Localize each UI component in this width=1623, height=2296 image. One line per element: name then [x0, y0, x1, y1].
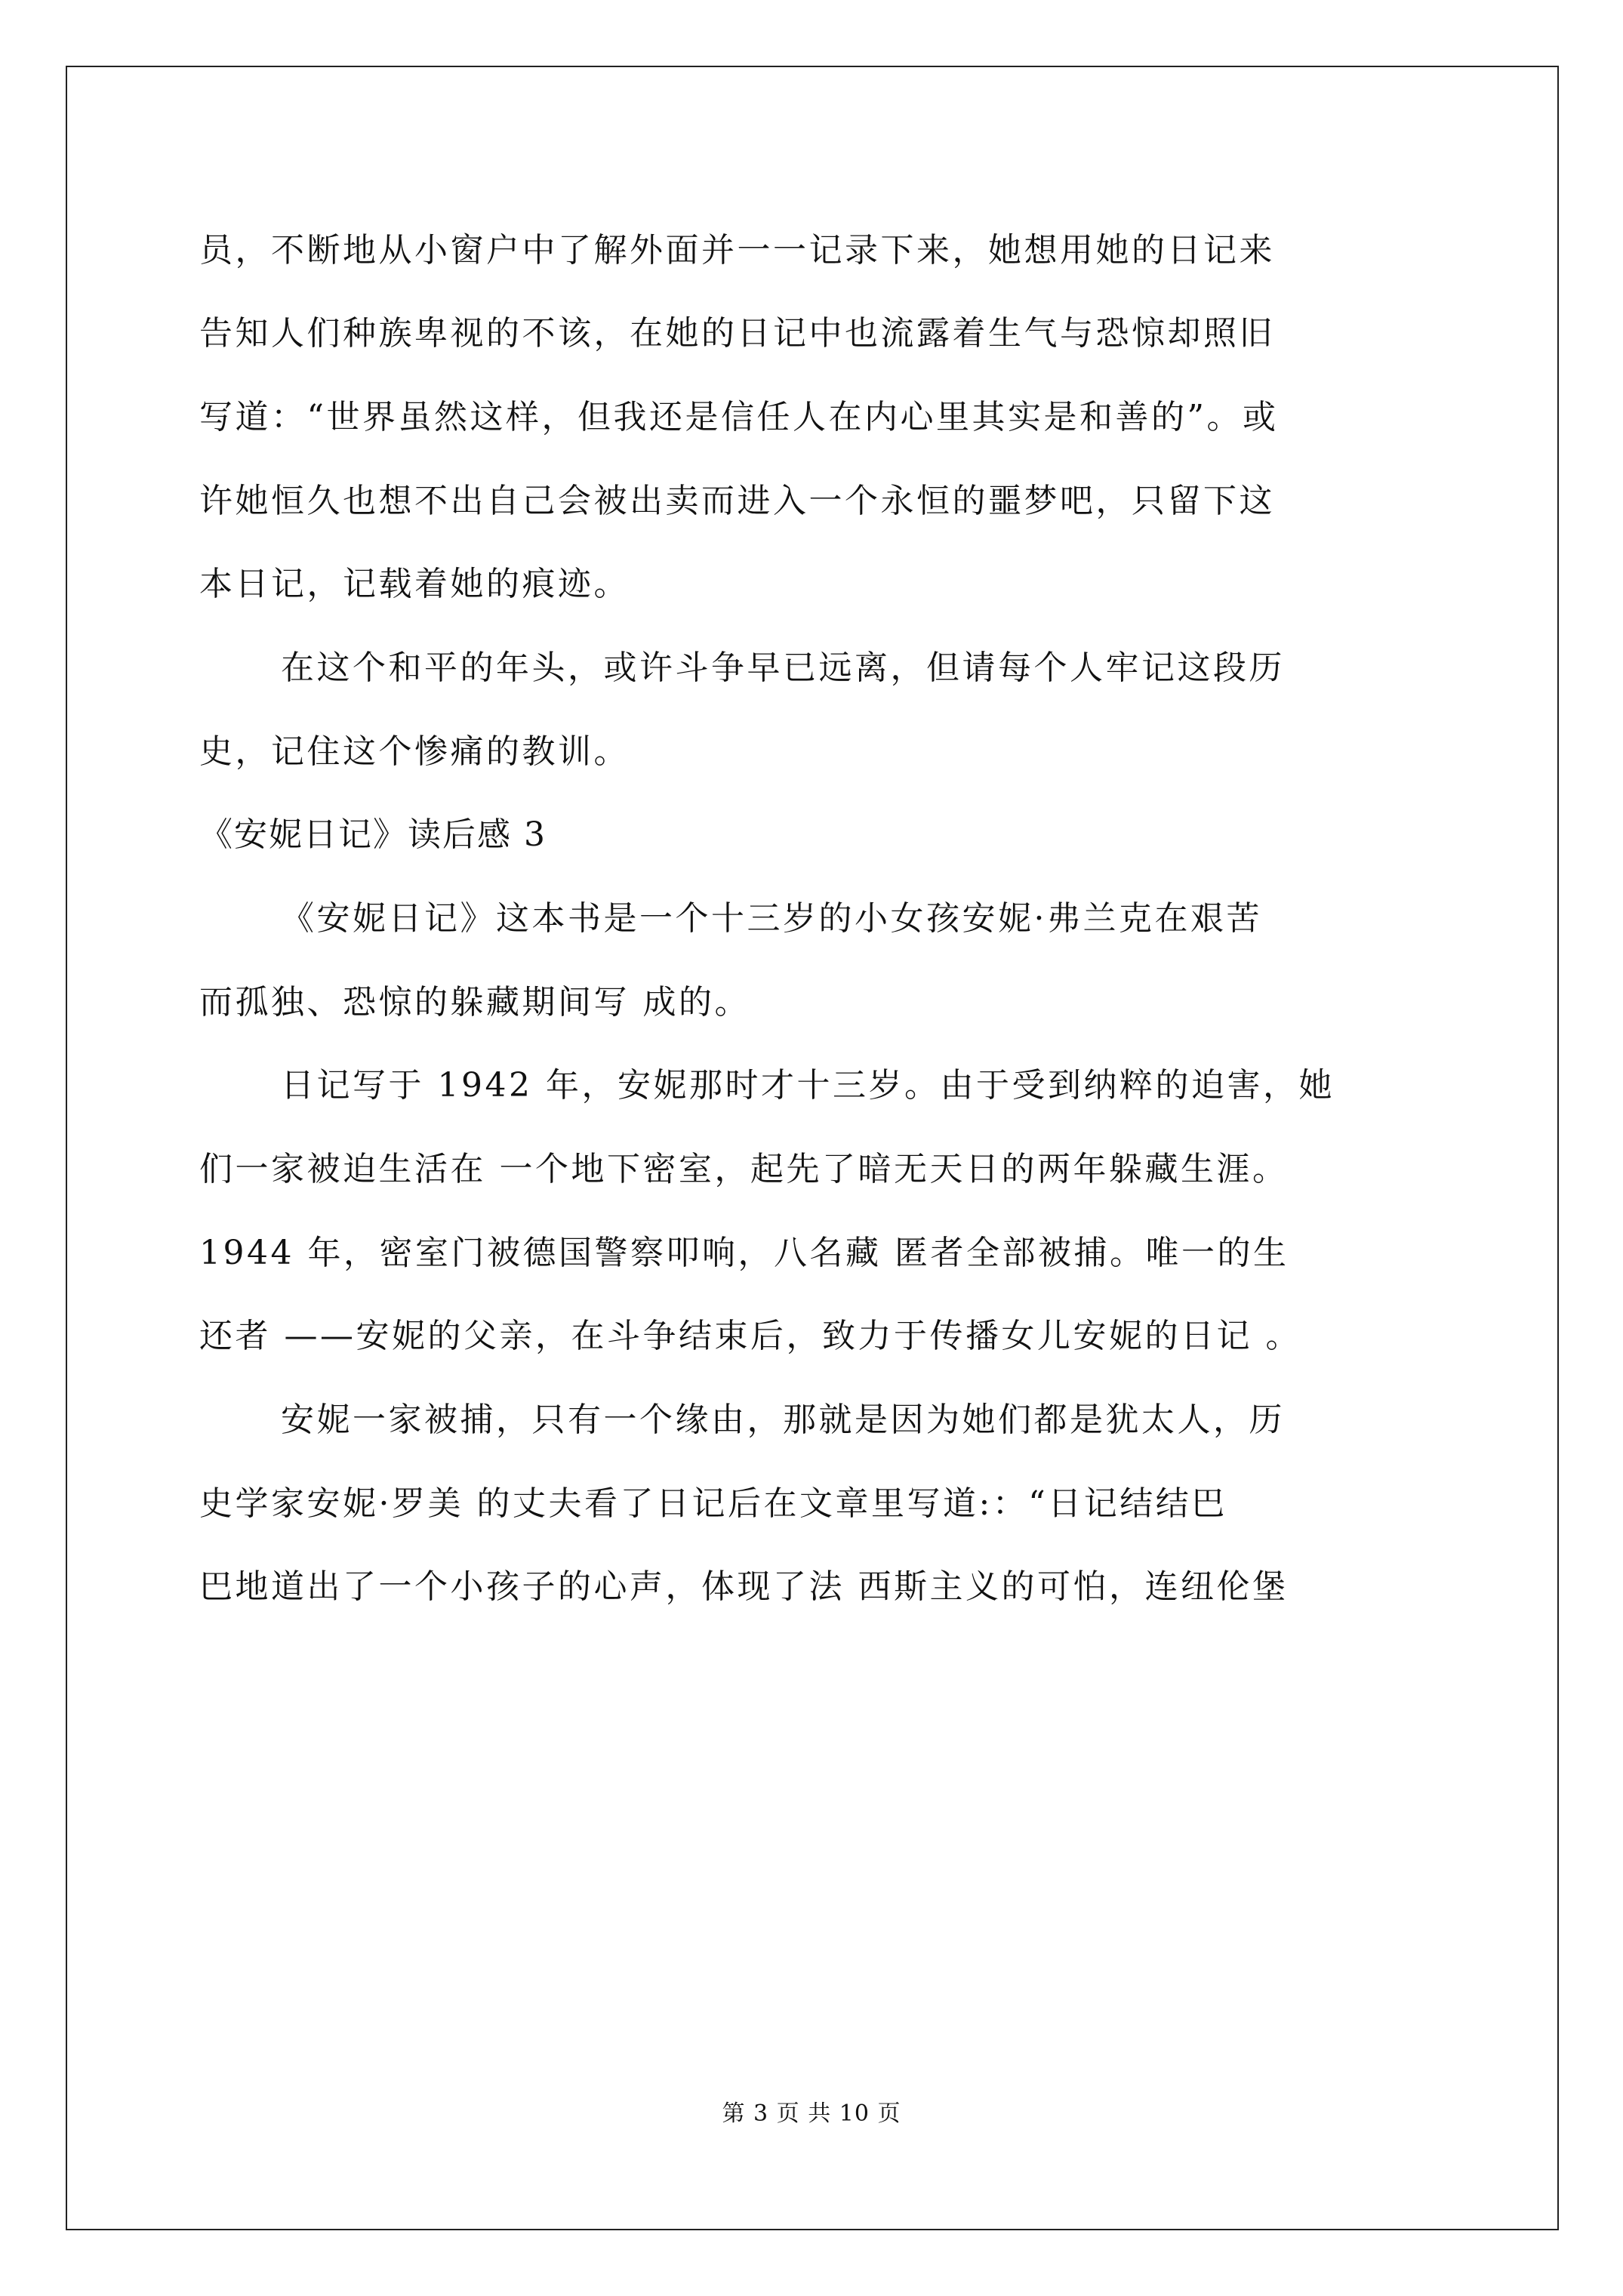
text-line: 员，不断地从小窗户中了解外面并一一记录下来，她想用她的日记来 [199, 231, 1275, 270]
text-line: 1944 年，密室门被德国警察叩响，八名藏 匿者全部被捕。唯一的生 [199, 1234, 1289, 1272]
page-footer: 第 3 页 共 10 页 [722, 2100, 901, 2127]
text-line: 史，记住这个惨痛的教训。 [199, 732, 630, 771]
text-line: 史学家安妮·罗美 的丈夫看了日记后在文章里写道:：“日记结结巴 [199, 1484, 1227, 1523]
text-line: 日记写于 1942 年，安妮那时才十三岁。由于受到纳粹的迫害，她 [281, 1066, 1335, 1105]
text-line: 告知人们种族卑视的不该，在她的日记中也流露着生气与恐惊却照旧 [199, 314, 1275, 353]
text-line: 《安妮日记》这本书是一个十三岁的小女孩安妮·弗兰克在艰苦 [281, 899, 1262, 938]
text-line: 本日记，记载着她的痕迹。 [199, 565, 630, 603]
text-line: 还者 ——安妮的父亲，在斗争结束后，致力于传播女儿安妮的日记 。 [199, 1317, 1301, 1355]
text-line: 安妮一家被捕，只有一个缘由，那就是因为她们都是犹太人，历 [281, 1401, 1285, 1439]
text-line: 写道：“世界虽然这样，但我还是信任人在内心里其实是和善的”。或 [199, 398, 1279, 436]
section-heading: 《安妮日记》读后感 3 [199, 815, 547, 854]
text-line: 巴地道出了一个小孩子的心声，体现了法 西斯主义的可怕，连纽伦堡 [199, 1567, 1289, 1606]
text-line: 许她恒久也想不出自己会被出卖而进入一个永恒的噩梦吧，只留下这 [199, 482, 1275, 520]
text-line: 们一家被迫生活在 一个地下密室，起先了暗无天日的两年躲藏生涯。 [199, 1150, 1289, 1188]
text-line: 在这个和平的年头，或许斗争早已远离，但请每个人牢记这段历 [281, 649, 1285, 687]
text-line: 而孤独、恐惊的躲藏期间写 成的。 [199, 983, 750, 1022]
